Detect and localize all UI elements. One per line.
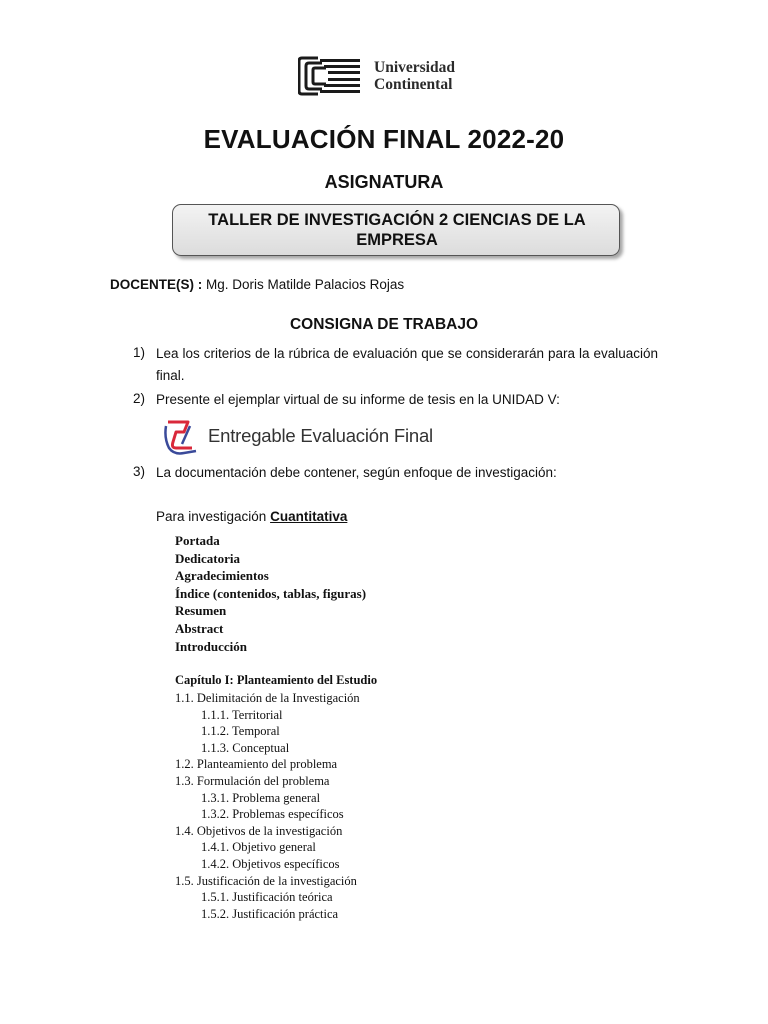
teacher-row [110, 277, 404, 292]
instructions-heading: CONSIGNA DE TRABAJO [289, 316, 479, 333]
instruction-number: 2) [133, 391, 146, 406]
toc-item: 1.2. Planteamiento del problema [175, 757, 338, 772]
instruction-text: Lea los criterios de la rúbrica de evaluación que se considerarán para la evaluación final. [156, 346, 658, 383]
toc-subitem: 1.1.1. Territorial [201, 707, 283, 722]
toc-item: 1.1. Delimitación de la Investigación [175, 691, 360, 705]
list-item: Abstract [175, 620, 224, 636]
toc-subitem: 1.1.2. Temporal [201, 724, 280, 739]
table-of-contents [175, 690, 360, 922]
course-title: TALLER DE INVESTIGACIÓN 2 CIENCIAS DE LA EMPRESA [208, 211, 586, 249]
toc-subitem: 1.5.1. Justificación teórica [201, 890, 333, 905]
list-item: Dedicatoria [175, 550, 240, 566]
teacher-name: Mg. Doris Matilde Palacios Rojas [206, 277, 405, 292]
list-item: Agradecimientos [175, 568, 269, 584]
list-item: Portada [175, 533, 220, 548]
instruction-text: La documentación debe contener, según enfoque de investigación: [156, 465, 557, 480]
toc-item: 1.3. Formulación del problema [175, 773, 330, 788]
toc-subitem: 1.4.2. Objetivos específicos [201, 856, 340, 871]
toc-subitem: 1.3.1. Problema general [201, 790, 321, 805]
quantitative-prefix: Para investigación [156, 509, 271, 524]
toc-item: 1.5. Justificación de la investigación [175, 873, 357, 888]
university-logo-icon [298, 56, 364, 96]
deliverable-icon [162, 418, 202, 456]
sections-list [175, 532, 366, 655]
toc-subitem: 1.5.2. Justificación práctica [201, 906, 339, 921]
deliverable-link[interactable]: Entregable Evaluación Final [208, 425, 433, 446]
teacher-label: DOCENTE(S) : [110, 277, 203, 292]
subject-heading: ASIGNATURA [324, 172, 444, 192]
list-item: Resumen [175, 603, 227, 619]
quantitative-intro [156, 509, 347, 524]
page-title: EVALUACIÓN FINAL 2022-20 [203, 124, 565, 154]
list-item: Introducción [175, 638, 247, 654]
instruction-number: 3) [133, 464, 146, 479]
toc-subitem: 1.1.3. Conceptual [201, 740, 290, 755]
instruction-text: Presente el ejemplar virtual de su informe de tesis en la UNIDAD V: [156, 392, 560, 407]
toc-item: 1.4. Objetivos de la investigación [175, 823, 343, 838]
toc-subitem: 1.4.1. Objetivo general [201, 840, 316, 855]
quantitative-emphasis: Cuantitativa [270, 509, 348, 524]
toc-subitem: 1.3.2. Problemas específicos [201, 807, 344, 822]
logo-text-line1: Universidad [374, 59, 455, 76]
instruction-number: 1) [133, 345, 146, 360]
logo-text-line2: Continental [374, 76, 453, 93]
list-item: Índice (contenidos, tablas, figuras) [175, 585, 367, 601]
chapter-title: Capítulo I: Planteamiento del Estudio [175, 673, 378, 687]
